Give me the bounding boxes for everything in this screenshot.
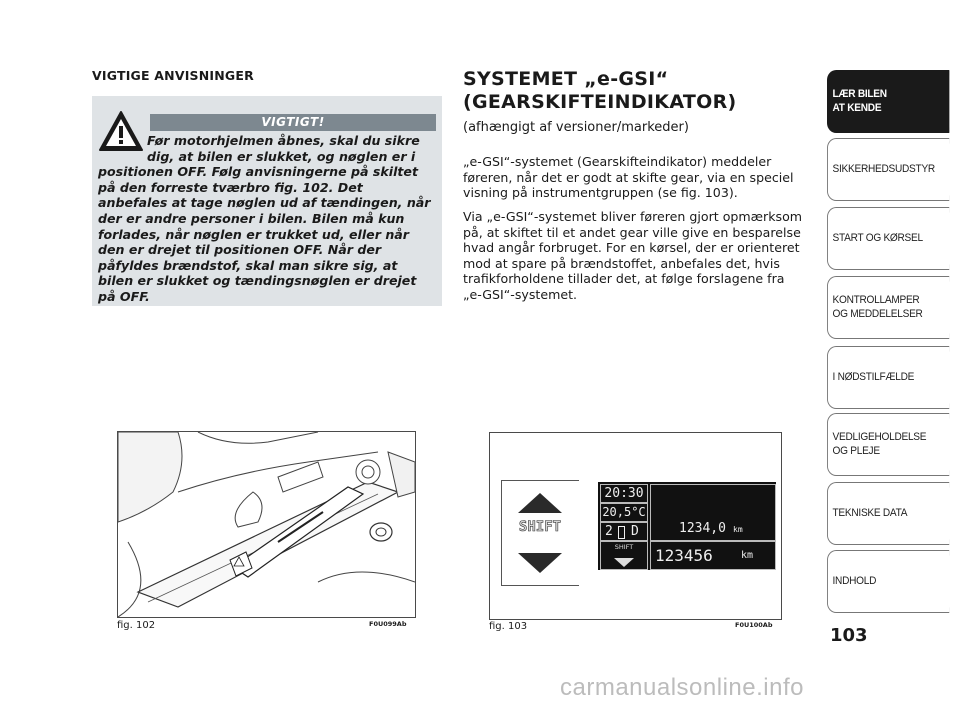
tab-sikkerhedsudstyr[interactable] <box>827 138 949 201</box>
page-title <box>463 68 803 114</box>
display-trip-box <box>650 484 776 541</box>
title-line-1: SYSTEMET „e-GSI“ <box>463 68 669 90</box>
paragraph-1: „e-GSI“-systemet (Gearskifteindikator) meddeler føreren, når det er godt at skifte gear, via en speciel visning på instrumentgruppen (se fig. 103). <box>463 154 794 200</box>
tab-laer-bilen[interactable] <box>827 70 949 133</box>
engine-bay-illustration <box>118 432 415 617</box>
tab-i-nodstilfaelde[interactable] <box>827 346 949 409</box>
tab-label: TEKNISKE DATA <box>832 506 908 519</box>
tab-indhold[interactable] <box>827 550 949 613</box>
fig-103-code: F0U100Ab <box>735 621 773 629</box>
display-trip-unit: km <box>733 525 743 534</box>
tab-label: INDHOLD <box>832 574 877 587</box>
tab-label: START OG KØRSEL <box>832 231 923 244</box>
display-trip: 1234,0 <box>679 521 726 536</box>
tab-label: SIKKERHEDSUDSTYR <box>832 162 935 175</box>
paragraph-2: Via „e-GSI“-systemet bliver føreren gjort opmærksom på, at skiftet til et andet gear ville give en besparelse hvad angår forbruget. For en kørsel, der er orienteret mod at spare på brændstoffet, anbefales det, hvis trafikforholdene tillader det, at følge forslagene fra „e-GSI“-systemet. <box>463 209 803 302</box>
display-shift-down-icon <box>614 557 634 567</box>
display-mini-shift <box>600 541 648 570</box>
warning-text-rest: positionen OFF. Følg anvisningerne på skiltet på den forreste tværbro fig. 102. Det anbefales at tage nøglen ud af tændingen, når der er andre personer i bilen. Bilen må kun forlades, når nøglen er trukket ud, eller når den er drejet til positionen OFF. Når der påfyldes brændstof, skal man sikre sig, at bilen er slukket og tændingsnøglen er drejet på OFF. <box>98 164 431 304</box>
display-gear: 2 <box>605 524 613 539</box>
tab-label: VEDLIGEHOLDELSE OG PLEJE <box>832 431 927 457</box>
subtitle: (afhængigt af versioner/markeder) <box>463 120 689 135</box>
tab-kontrollamper[interactable] <box>827 276 949 339</box>
display-time: 20:30 <box>600 484 648 503</box>
fig-103-label: fig. 103 <box>489 621 528 632</box>
shift-indicator-panel <box>501 480 579 586</box>
tab-label: KONTROLLAMPER OG MEDDELELSER <box>832 294 923 320</box>
shift-down-arrow-icon <box>518 553 562 573</box>
title-line-2: (GEARSKIFTEINDIKATOR) <box>463 91 737 113</box>
warning-text <box>98 133 436 305</box>
fig-102-code: F0U099Ab <box>369 620 407 628</box>
tab-tekniske-data[interactable] <box>827 482 949 545</box>
fuel-gauge-icon <box>618 526 625 539</box>
watermark: carmanualsonline.info <box>560 674 804 701</box>
figure-102 <box>117 431 416 618</box>
display-odometer-unit: km <box>741 550 754 561</box>
tab-label: LÆR BILEN AT KENDE <box>832 88 887 114</box>
shift-label: SHIFT <box>518 519 562 535</box>
display-mini-shift-label: SHIFT <box>614 543 634 551</box>
section-heading: VIGTIGE ANVISNINGER <box>92 68 254 83</box>
warning-tag: VIGTIGT! <box>150 114 436 131</box>
tab-label: I NØDSTILFÆLDE <box>832 370 915 383</box>
display-gear-mode: D <box>631 524 639 539</box>
page-number: 103 <box>830 625 868 646</box>
figure-103 <box>489 432 782 620</box>
display-gear-row <box>600 522 648 541</box>
warning-text-first: Før motorhjelmen åbnes, skal du sikre dig, at bilen er slukket, og nøglen er i <box>147 133 420 164</box>
fig-102-label: fig. 102 <box>117 620 156 631</box>
display-odometer-box <box>650 541 776 570</box>
display-temperature: 20,5°C <box>600 503 648 522</box>
display-odometer: 123456 <box>655 546 713 565</box>
instrument-display <box>598 482 776 570</box>
tab-vedligeholdelse[interactable] <box>827 413 949 476</box>
shift-up-arrow-icon <box>518 493 562 513</box>
tab-start-og-korsel[interactable] <box>827 207 949 270</box>
